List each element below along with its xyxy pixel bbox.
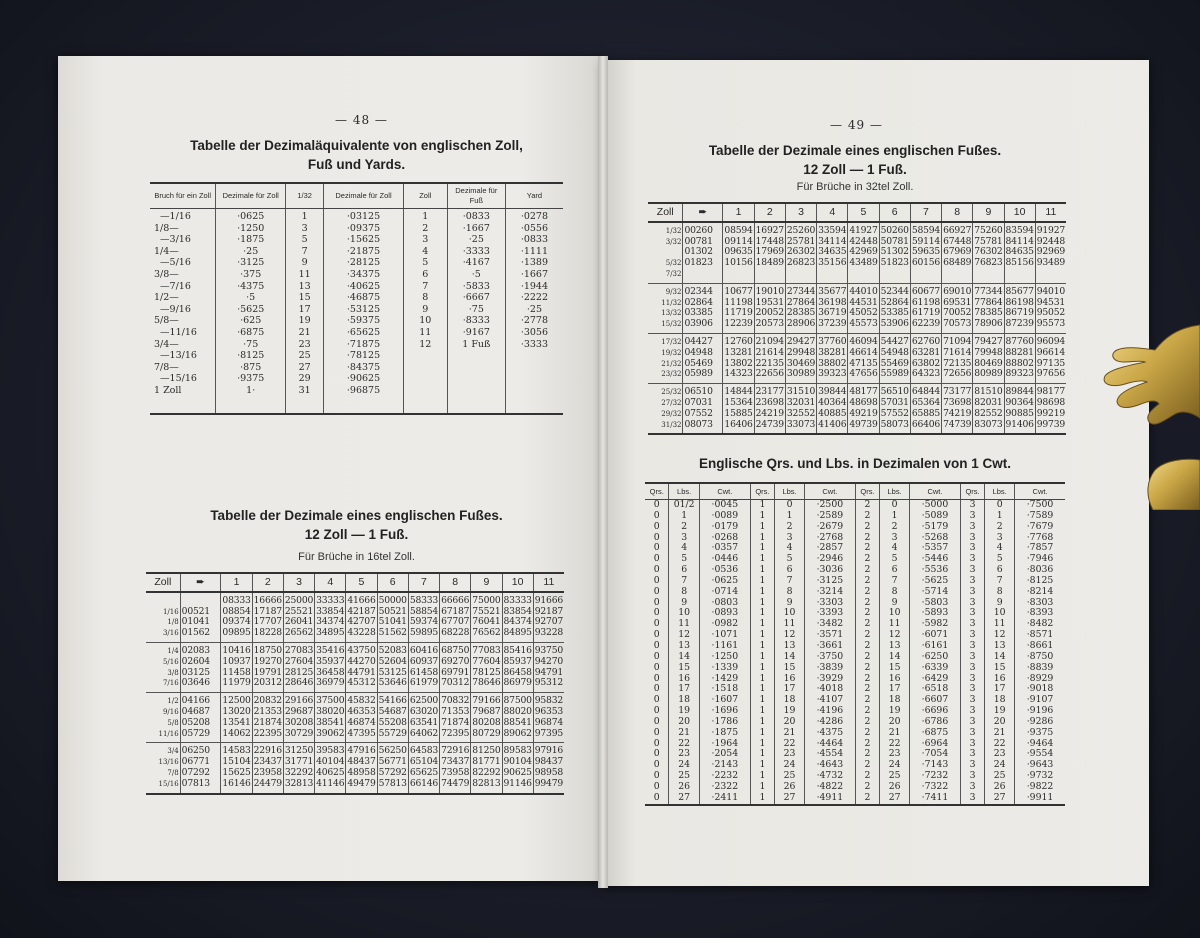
table-row-group — [146, 743, 564, 794]
value-cell: 48177 48698 49219 49739 — [848, 384, 879, 435]
fraction-cell: 17/32 19/32 21/32 23/32 — [648, 333, 683, 383]
value-cell: 85677 86198 86719 87239 — [1004, 283, 1035, 333]
value-cell: 31510 32031 32552 33073 — [785, 384, 816, 435]
value-cell: 08594 09114 09635 10156 — [723, 222, 754, 283]
th-lbs: Lbs. — [775, 483, 805, 500]
value-cell: 04166 04687 05208 05729 — [180, 693, 221, 743]
right-subtitle-1: Für Brüche in 32tel Zoll. — [796, 181, 914, 193]
value-cell: 77083 77604 78125 78646 — [471, 642, 502, 692]
value-cell: 41666 42187 42707 43228 — [346, 592, 377, 643]
value-cell: 21094 21614 22135 22656 — [754, 333, 785, 383]
value-cell: 70832 71353 71874 72395 — [440, 693, 471, 743]
value-cell: 58594 59114 59635 60156 — [910, 222, 941, 283]
value-cell: 16666 17187 17707 18228 — [252, 592, 283, 643]
value-cell: 60677 61198 61719 62239 — [910, 283, 941, 333]
value-cell: 31250 31771 32292 32813 — [283, 743, 314, 794]
left-title-1-line1: Tabelle der Dezimaläquivalente von englischen Zoll, — [190, 138, 523, 153]
th-bruch: Bruch für ein Zoll — [150, 183, 216, 209]
table-row-group — [146, 693, 564, 743]
left-page-number: — 48 — — [335, 113, 388, 127]
value-cell: 79427 79948 80469 80989 — [973, 333, 1004, 383]
right-title-1 — [645, 141, 1065, 179]
value-cell: 06510 07031 07552 08073 — [683, 384, 723, 435]
th-9: 9 — [471, 573, 502, 592]
qrs-col: 0 0 0 0 0 0 0 0 0 0 0 0 0 0 0 0 0 0 0 0 0 0 0 0 0 0 0 0 — [645, 500, 669, 805]
lbs-col: 0 1 2 3 4 5 6 7 8 9 10 11 12 13 14 15 16 17 18 19 20 21 22 23 24 25 26 27 — [880, 500, 910, 805]
th-dezimale-zoll-32: Dezimale für Zoll — [324, 183, 403, 209]
value-cell: 81250 81771 82292 82813 — [471, 743, 502, 794]
value-cell: 66666 67187 67707 68228 — [440, 592, 471, 643]
value-cell: 64844 65364 65885 66406 — [910, 384, 941, 435]
value-cell: 39844 40364 40885 41406 — [817, 384, 848, 435]
th-zoll-16: Zoll — [146, 573, 180, 592]
value-cell: 79166 79687 80208 80729 — [471, 693, 502, 743]
th-cwt: Cwt. — [699, 483, 750, 500]
value-cell: 60416 60937 61458 61979 — [408, 642, 439, 692]
col-yard: ·0278 ·0556 ·0833 ·1111 ·1389 ·1667 ·1944 ·2222 ·25 ·2778 ·3056 ·3333 — [505, 209, 563, 414]
th-8: 8 — [440, 573, 471, 592]
th-qrs: Qrs. — [750, 483, 774, 500]
value-cell: 75000 75521 76041 76562 — [471, 592, 502, 643]
value-cell: 81510 82031 82552 83073 — [973, 384, 1004, 435]
value-cell: 56510 57031 57552 58073 — [879, 384, 910, 435]
value-cell: 35677 36198 36719 37239 — [817, 283, 848, 333]
th-10: 10 — [502, 573, 533, 592]
value-cell: 93750 94270 94791 95312 — [533, 642, 564, 692]
value-cell: 89844 90364 90885 91406 — [1004, 384, 1035, 435]
table-row-group — [648, 333, 1066, 383]
value-cell: 95832 96353 96874 97395 — [533, 693, 564, 743]
th-dezimale-zoll: Dezimale für Zoll — [216, 183, 286, 209]
left-title-2 — [150, 506, 563, 544]
value-cell: 52083 52604 53125 53646 — [377, 642, 408, 692]
value-cell: 02083 02604 03125 03646 — [180, 642, 221, 692]
value-cell: 96094 96614 97135 97656 — [1035, 333, 1066, 383]
value-cell: 89583 90104 90625 91146 — [502, 743, 533, 794]
table-row-group — [648, 283, 1066, 333]
th-5: 5 — [346, 573, 377, 592]
value-cell: 02344 02864 03385 03906 — [683, 283, 723, 333]
th-fuss — [447, 183, 505, 209]
value-cell: 75260 75781 76302 76823 — [973, 222, 1004, 283]
th-cwt: Cwt. — [1015, 483, 1065, 500]
qrs-col: 2 2 2 2 2 2 2 2 2 2 2 2 2 2 2 2 2 2 2 2 2 2 2 2 2 2 2 2 — [855, 500, 879, 805]
value-cell: 47916 48437 48958 49479 — [346, 743, 377, 794]
value-cell: 33594 34114 34635 35156 — [817, 222, 848, 283]
arrow-icon: ➨ — [683, 203, 723, 222]
value-cell: 62760 63281 63802 64323 — [910, 333, 941, 383]
value-cell: 52344 52864 53385 53906 — [879, 283, 910, 333]
value-cell: 27083 27604 28125 28646 — [283, 642, 314, 692]
value-cell: 14844 15364 15885 16406 — [723, 384, 754, 435]
value-cell: 71094 71614 72135 72656 — [942, 333, 973, 383]
cwt-col: ·0045 ·0089 ·0179 ·0268 ·0357 ·0446 ·0536 ·0625 ·0714 ·0803 ·0893 ·0982 ·1071 ·1161 ·1250 ·1339 ·1429 ·1518 ·1607 ·1696 ·1786 ·1875 ·1964 ·2054 ·2143 ·2232 ·2322 ·2411 — [699, 500, 750, 805]
th-1: 1 — [723, 203, 754, 222]
value-cell: 91927 92448 92969 93489 — [1035, 222, 1066, 283]
brass-hand-paperweight — [1095, 310, 1200, 510]
left-title-1-line2: Fuß und Yards. — [307, 157, 406, 172]
lbs-col: 0 1 2 3 4 5 6 7 8 9 10 11 12 13 14 15 16 17 18 19 20 21 22 23 24 25 26 27 — [985, 500, 1015, 805]
th-yard: Yard — [505, 183, 563, 209]
th-qrs: Qrs. — [645, 483, 669, 500]
th-3: 3 — [283, 573, 314, 592]
col-fuss: ·0833 ·1667 ·25 ·3333 ·4167 ·5 ·5833 ·6667 ·75 ·8333 ·9167 1 Fuß — [447, 209, 505, 414]
th-7: 7 — [408, 573, 439, 592]
th-qrs: Qrs. — [855, 483, 879, 500]
value-cell: 87760 88281 88802 89323 — [1004, 333, 1035, 383]
value-cell: 68750 69270 69791 70312 — [440, 642, 471, 692]
value-cell: 94010 94531 95052 95573 — [1035, 283, 1066, 333]
value-cell: 23177 23698 24219 24739 — [754, 384, 785, 435]
lbs-col: 0 1 2 3 4 5 6 7 8 9 10 11 12 13 14 15 16 17 18 19 20 21 22 23 24 25 26 27 — [775, 500, 805, 805]
th-lbs: Lbs. — [985, 483, 1015, 500]
value-cell: 54166 54687 55208 55729 — [377, 693, 408, 743]
col-32tel: 1 3 5 7 9 11 13 15 17 19 21 23 25 27 29 31 — [286, 209, 324, 414]
th-lbs: Lbs. — [880, 483, 910, 500]
qrs-lbs-cwt-table — [645, 482, 1065, 806]
th-4: 4 — [315, 573, 346, 592]
th-zoll: Zoll — [403, 183, 447, 209]
th-cwt: Cwt. — [804, 483, 855, 500]
th-zoll-32: Zoll — [648, 203, 683, 222]
lbs-col: 01/2 1 2 3 4 5 6 7 8 9 10 11 12 13 14 15 16 17 18 19 20 21 22 23 24 25 26 27 — [669, 500, 699, 805]
value-cell: 25000 25521 26041 26562 — [283, 592, 314, 643]
value-cell: 12760 13281 13802 14323 — [723, 333, 754, 383]
col-zoll: 1 2 3 4 5 6 7 8 9 10 11 12 — [403, 209, 447, 414]
th-fuss-label: Fuß — [469, 196, 483, 205]
value-cell: 33333 33854 34374 34895 — [315, 592, 346, 643]
fraction-cell: 9/32 11/32 13/32 15/32 — [648, 283, 683, 333]
value-cell: 16927 17448 17969 18489 — [754, 222, 785, 283]
table-row-group — [146, 642, 564, 692]
th-10: 10 — [1004, 203, 1035, 222]
fraction-cell: 1/32 3/32 5/32 7/32 — [648, 222, 683, 283]
value-cell: 41927 42448 42969 43489 — [848, 222, 879, 283]
table-row-group — [648, 222, 1066, 283]
left-subtitle-2: Für Brüche in 16tel Zoll. — [298, 551, 415, 563]
th-9: 9 — [973, 203, 1004, 222]
value-cell: 44010 44531 45052 45573 — [848, 283, 879, 333]
value-cell: 22916 23437 23958 24479 — [252, 743, 283, 794]
value-cell: 77344 77864 78385 78906 — [973, 283, 1004, 333]
th-1: 1 — [221, 573, 252, 592]
value-cell: 29427 29948 30469 30989 — [785, 333, 816, 383]
value-cell: 64583 65104 65625 66146 — [408, 743, 439, 794]
col-dezimale-32: ·03125 ·09375 ·15625 ·21875 ·28125 ·34375 ·40625 ·46875 ·53125 ·59375 ·65625 ·71875 ·78125 ·84375 ·90625 ·96875 — [324, 209, 403, 414]
value-cell: 83594 84114 84635 85156 — [1004, 222, 1035, 283]
fraction-cell: 25/32 27/32 29/32 31/32 — [648, 384, 683, 435]
th-dezimale-fuer: Dezimale für — [455, 186, 498, 195]
value-cell: 00260 00781 01302 01823 — [683, 222, 723, 283]
table-row-group — [146, 592, 564, 643]
th-32: 1/32 — [286, 183, 324, 209]
value-cell: 58333 58854 59374 59895 — [408, 592, 439, 643]
qrs-col: 3 3 3 3 3 3 3 3 3 3 3 3 3 3 3 3 3 3 3 3 3 3 3 3 3 3 3 3 — [960, 500, 984, 805]
value-cell: 97916 98437 98958 99479 — [533, 743, 564, 794]
cwt-col: ·5000 ·5089 ·5179 ·5268 ·5357 ·5446 ·5536 ·5625 ·5714 ·5803 ·5893 ·5982 ·6071 ·6161 ·6250 ·6339 ·6429 ·6518 ·6607 ·6696 ·6786 ·6875 ·6964 ·7054 ·7143 ·7232 ·7322 ·7411 — [910, 500, 961, 805]
fraction-cell: 3/4 13/16 7/8 15/16 — [146, 743, 180, 794]
value-cell: 50000 50521 51041 51562 — [377, 592, 408, 643]
value-cell: 12500 13020 13541 14062 — [221, 693, 252, 743]
table-row-group — [648, 384, 1066, 435]
value-cell: 35416 35937 36458 36979 — [315, 642, 346, 692]
value-cell: 43750 44270 44791 45312 — [346, 642, 377, 692]
table-row — [645, 500, 1065, 805]
value-cell: 19010 19531 20052 20573 — [754, 283, 785, 333]
value-cell: 69010 69531 70052 70573 — [942, 283, 973, 333]
th-6: 6 — [377, 573, 408, 592]
value-cell: 50260 50781 51302 51823 — [879, 222, 910, 283]
value-cell: 29166 29687 30208 30729 — [283, 693, 314, 743]
foot-decimal-32nd-table — [648, 202, 1066, 435]
value-cell: 37500 38020 38541 39062 — [315, 693, 346, 743]
value-cell: 72916 73437 73958 74479 — [440, 743, 471, 794]
book-spine — [598, 56, 608, 888]
value-cell: 04427 04948 05469 05989 — [683, 333, 723, 383]
value-cell: 46094 46614 47135 47656 — [848, 333, 879, 383]
qrs-col: 1 1 1 1 1 1 1 1 1 1 1 1 1 1 1 1 1 1 1 1 1 1 1 1 1 1 1 1 — [750, 500, 774, 805]
cwt-col: ·7500 ·7589 ·7679 ·7768 ·7857 ·7946 ·8036 ·8125 ·8214 ·8303 ·8393 ·8482 ·8571 ·8661 ·8750 ·8839 ·8929 ·9018 ·9107 ·9196 ·9286 ·9375 ·9464 ·9554 ·9643 ·9732 ·9822 ·9911 — [1015, 500, 1065, 805]
th-8: 8 — [942, 203, 973, 222]
value-cell: 45832 46353 46874 47395 — [346, 693, 377, 743]
value-cell: 66927 67448 67969 68489 — [942, 222, 973, 283]
col-dezimale: ·0625 ·1250 ·1875 ·25 ·3125 ·375 ·4375 ·5 ·5625 ·625 ·6875 ·75 ·8125 ·875 ·9375 1· — [216, 209, 286, 414]
th-qrs: Qrs. — [960, 483, 984, 500]
value-cell: 06250 06771 07292 07813 — [180, 743, 221, 794]
value-cell: 27344 27864 28385 28906 — [785, 283, 816, 333]
value-cell: 83333 83854 84374 84895 — [502, 592, 533, 643]
th-lbs: Lbs. — [669, 483, 699, 500]
value-cell: 37760 38281 38802 39323 — [817, 333, 848, 383]
fraction-cell: 1/4 5/16 3/8 7/16 — [146, 642, 180, 692]
value-cell: 62500 63020 63541 64062 — [408, 693, 439, 743]
th-4: 4 — [817, 203, 848, 222]
value-cell: 10416 10937 11458 11979 — [221, 642, 252, 692]
cwt-col: ·2500 ·2589 ·2679 ·2768 ·2857 ·2946 ·3036 ·3125 ·3214 ·3303 ·3393 ·3482 ·3571 ·3661 ·3750 ·3839 ·3929 ·4018 ·4107 ·4196 ·4286 ·4375 ·4464 ·4554 ·4643 ·4732 ·4822 ·4911 — [804, 500, 855, 805]
right-title-1-line2: 12 Zoll — 1 Fuß. — [803, 162, 907, 177]
value-cell: 25260 25781 26302 26823 — [785, 222, 816, 283]
value-cell: 98177 98698 99219 99739 — [1035, 384, 1066, 435]
value-cell: 54427 54948 55469 55989 — [879, 333, 910, 383]
right-title-2: Englische Qrs. und Lbs. in Dezimalen von 1 Cwt. — [698, 456, 1012, 471]
value-cell: 14583 15104 15625 16146 — [221, 743, 252, 794]
th-2: 2 — [252, 573, 283, 592]
th-11: 11 — [533, 573, 564, 592]
left-title-2-line1: Tabelle der Dezimale eines englischen Fußes. — [210, 508, 503, 523]
th-7: 7 — [910, 203, 941, 222]
left-title-1 — [150, 136, 563, 174]
value-cell: 00521 01041 01562 — [180, 592, 221, 643]
value-cell: 10677 11198 11719 12239 — [723, 283, 754, 333]
foot-decimal-16th-table — [146, 572, 564, 795]
fraction-cell: 1/16 1/8 3/16 — [146, 592, 180, 643]
left-title-2-line2: 12 Zoll — 1 Fuß. — [304, 527, 409, 542]
inch-decimal-table — [150, 182, 563, 415]
th-3: 3 — [785, 203, 816, 222]
th-11: 11 — [1035, 203, 1066, 222]
value-cell: 73177 73698 74219 74739 — [942, 384, 973, 435]
value-cell: 87500 88020 88541 89062 — [502, 693, 533, 743]
value-cell: 20832 21353 21874 22395 — [252, 693, 283, 743]
value-cell: 56250 56771 57292 57813 — [377, 743, 408, 794]
th-2: 2 — [754, 203, 785, 222]
right-title-1-line1: Tabelle der Dezimale eines englischen Fußes. — [708, 143, 1002, 158]
fraction-cell: 1/2 9/16 5/8 11/16 — [146, 693, 180, 743]
arrow-icon: ➨ — [180, 573, 221, 592]
right-page-number: — 49 — — [830, 118, 883, 132]
th-6: 6 — [879, 203, 910, 222]
value-cell: 91666 92187 92707 93228 — [533, 592, 564, 643]
value-cell: 08333 08854 09374 09895 — [221, 592, 252, 643]
value-cell: 39583 40104 40625 41146 — [315, 743, 346, 794]
th-cwt: Cwt. — [910, 483, 961, 500]
value-cell: 85416 85937 86458 86979 — [502, 642, 533, 692]
value-cell: 18750 19270 19791 20312 — [252, 642, 283, 692]
th-5: 5 — [848, 203, 879, 222]
col-bruch: —1/16 1/8— —3/16 1/4— —5/16 3/8— —7/16 1/2— —9/16 5/8— —11/16 3/4— —13/16 7/8— —15/16 1 Zoll — [150, 209, 216, 414]
